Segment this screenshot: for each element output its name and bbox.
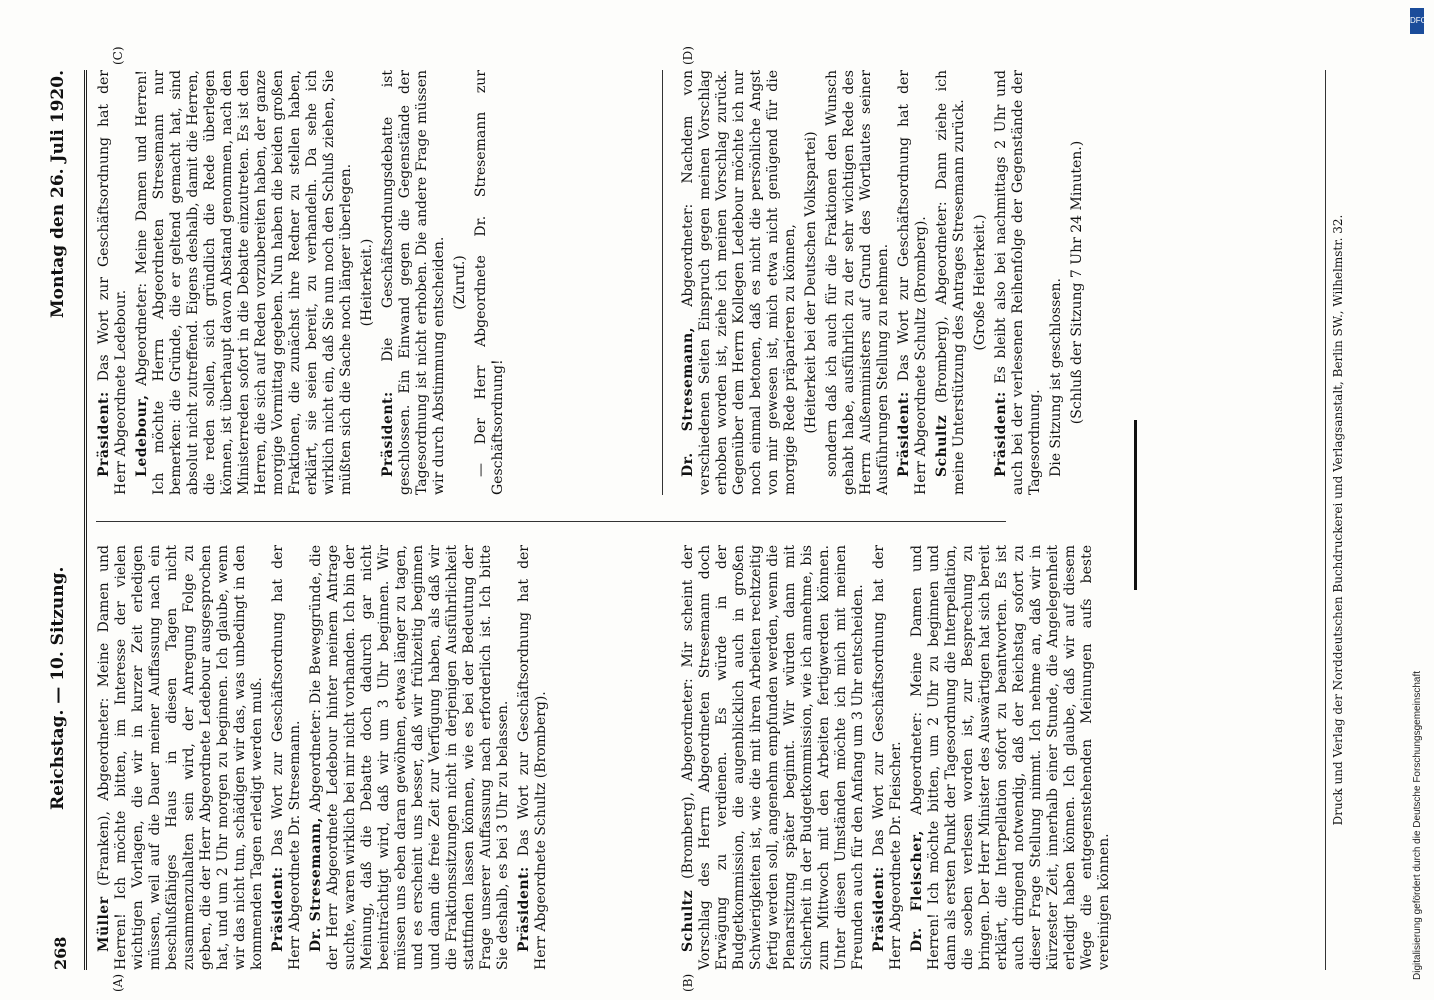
- speech-paragraph: [516, 545, 550, 970]
- speech-text: Abgeordneter: Meine Damen und Herren! Ich möchte Herrn Abgeordneten Stresemann nur bemerken: die Gründe, die er geltend gemacht hat, sind absolut nicht zutreffend. Eigens deshalb, damit die Herren, die reden sollen, sich gründlich die Rede überlegen können, ist überhaupt davon Abstand genommen, nach den Ministerreden sofort in die Debatte einzutreten. Es ist den Herren, die sich auf Reden vorzubereiten haben, der ganze morgige Vormittag gegeben. Nun haben die beiden großen Fraktionen, die zunächst ihre Redner zu stellen haben, erklärt, sie seien bereit, zu verhandeln. Da sehe ich wirklich nicht ein, daß Sie nun noch den Schluß ziehen, Sie müßten sich die Sache noch länger überlegen.: [134, 70, 354, 495]
- dfg-logo: DFG: [1410, 8, 1424, 34]
- page-sheet: [40, 46, 1370, 992]
- speech-text: Es bleibt also bei nachmittags 2 Uhr und auch bei der verlesenen Reihenfolge der Gegenstände der Tagesordnung.: [993, 70, 1043, 495]
- speaker-name: Präsident:: [871, 866, 887, 952]
- speaker-name: Präsident:: [896, 391, 912, 477]
- page-header: [40, 70, 87, 970]
- stage-direction: (Schluß der Sitzung 7 Uhr 24 Minuten.): [1069, 140, 1085, 425]
- speaker-name: Dr. Fleischer,: [909, 830, 925, 952]
- speaker-name: Schultz: [680, 889, 696, 952]
- speech-paragraph: [96, 70, 130, 495]
- speech-paragraph: [680, 545, 867, 970]
- speech-text: Abgeordneter: Nachdem von verschiedenen Seiten Einspruch gegen meinen Vorschlag erhoben worden ist, ziehe ich meinen Vorschlag zurück. Gegenüber dem Herrn Kollegen Ledebour möchte ich nur noch einmal betonen, daß es nicht die persönliche Angst von mir gewesen ist, mich etwa nicht genügend für die morgige Rede präparieren zu können,: [680, 69, 798, 495]
- speaker-name: Schultz: [934, 414, 950, 477]
- speech-paragraph: [96, 545, 266, 970]
- column-3: [680, 544, 1112, 970]
- margin-marker-a: (A): [111, 973, 125, 992]
- rotated-scan: [40, 46, 1370, 992]
- column-1: [96, 545, 656, 970]
- speech-text: (Franken), Abgeordneter: Meine Damen und Herren! Ich möchte bitten, im Interesse der vielen wichtigen Vorlagen, die wir in kurzer Zeit erledigen müssen, weil auf die Dauer meiner Auffassung nach ein beschlußfähiges Haus in diesen Tagen nicht zusammenzuhalten sein wird, der Anregung Folge zu geben, die der Herr Abgeordnete Ledebour ausgesprochen hat, und um 2 Uhr morgen zu beginnen. Ich glaube, wenn wir das nicht tun, schädigen wir das, was unbedingt in den kommenden Tagen erledigt werden muß.: [96, 544, 265, 970]
- credit-sidebar: [1412, 0, 1426, 1000]
- speech-text: — Der Herr Abgeordnete Dr. Stresemann zur Geschäftsordnung!: [473, 70, 506, 495]
- speech-text: sondern daß ich auch für die Fraktionen den Wunsch gehabt habe, ausführlich zu der sehr wichtigen Rede des Herrn Außenministers auf Grund des Wortlautes seiner Ausführungen Stellung zu nehmen.: [824, 70, 891, 495]
- speaker-name: Müller: [96, 896, 112, 952]
- speech-paragraph: [1048, 70, 1065, 495]
- page-number: 268: [51, 936, 70, 970]
- speaker-name: Präsident:: [270, 866, 286, 952]
- speech-paragraph: [909, 545, 1113, 970]
- speech-paragraph: [134, 70, 355, 495]
- speech-paragraph: [680, 70, 799, 495]
- speech-paragraph: [380, 70, 448, 495]
- section-divider: [662, 70, 663, 495]
- margin-marker-c: (C): [111, 46, 125, 65]
- imprint-footer: Druck und Verlag der Norddeutschen Buchdruckerei und Verlagsanstalt, Berlin SW., Wilhelmstr. 32.: [1325, 70, 1360, 970]
- column-2: [96, 70, 656, 495]
- speech-text: Die Geschäftsordnungsdebatte ist geschlossen. Ein Einwand gegen die Gegenstände der Tagesordnung ist nicht erhoben. Die andere Frage müssen wir durch Abstimmung entscheiden.: [380, 70, 447, 495]
- stage-direction: (Große Heiterkeit.): [972, 214, 988, 351]
- speech-paragraph: [896, 70, 930, 495]
- stage-direction: (Heiterkeit bei der Deutschen Volkspartei): [803, 131, 819, 434]
- speech-paragraph: [871, 545, 905, 970]
- stage-direction: (Heiterkeit.): [359, 238, 375, 327]
- speech-text: Abgeordneter: Meine Damen und Herren! Ich möchte bitten, um 2 Uhr zu beginnen und dann als ersten Punkt der Tagesordnung die Interpellation, die soeben verlesen worden ist, zur Besprechung zu bringen. Der Herr Minister des Auswärtigen hat sich bereit erklärt, die Interpellation sofort zu beantworten. Es ist auch dringend notwendig, daß der Reichstag sofort zu dieser Frage Stellung nimmt. Ich nehme an, daß wir in kürzester Zeit, innerhalb einer Stunde, die Angelegenheit erledigt haben können. Ich glaube, daß wir auf diesem Wege die entgegenstehenden Meinungen aufs beste vereinigen können.: [909, 545, 1112, 970]
- fold-line: [1134, 420, 1137, 590]
- speech-paragraph: [934, 70, 968, 495]
- speech-text: Das Wort zur Geschäftsordnung hat der Herr Abgeordnete Dr. Fleischer.: [871, 544, 904, 970]
- left-header-title: Reichstag. — 10. Sitzung.: [48, 566, 68, 810]
- speech-text: Die Sitzung ist geschlossen.: [1048, 277, 1064, 477]
- margin-marker-d: (D): [681, 46, 695, 65]
- speech-text: Das Wort zur Geschäftsordnung hat der Herr Abgeordnete Ledebour.: [96, 69, 129, 495]
- speech-paragraph: [270, 545, 304, 970]
- stage-direction: (Zuruf.): [452, 255, 468, 310]
- right-header-title: Montag den 26. Juli 1920.: [48, 70, 68, 319]
- speaker-name: Präsident:: [380, 391, 396, 477]
- speech-text: (Bromberg), Abgeordneter: Mir scheint der Vorschlag des Herrn Abgeordneten Stresemann doch Erwägung zu verdienen. Es würde in der Budgetkommission, die augenblicklich auch in großen Schwierigkeiten ist, wie die mit ihren Arbeiten rechtzeitig fertig werden soll, angenehm empfunden werden, wenn die Plenarsitzung später beginnt. Wir würden dann mit Sicherheit in der Budgetkommission, wie ich annehme, bis zum Mittwoch mit den Arbeiten fertigwerden können. Unter diesen Umständen möchte ich mich mit meinen Freunden auch für den Anfang um 3 Uhr entscheiden.: [680, 545, 866, 970]
- speech-text: (Bromberg), Abgeordneter: Dann ziehe ich meine Unterstützung des Antrages Stresemann zurück.: [934, 70, 967, 495]
- digitization-credit: Digitalisierung gefördert durch die Deutsche Forschungsgemeinschaft: [1412, 670, 1423, 980]
- speaker-name: Präsident:: [993, 391, 1009, 477]
- speech-paragraph: [824, 70, 892, 495]
- margin-marker-b: (B): [681, 973, 695, 992]
- speaker-name: Dr. Stresemann,: [680, 326, 696, 477]
- speech-paragraph: [993, 70, 1044, 495]
- speech-text: Das Wort zur Geschäftsordnung hat der Herr Abgeordnete Schultz (Bromberg).: [896, 69, 929, 495]
- speech-text: Das Wort zur Geschäftsordnung hat der Herr Abgeordnete Schultz (Bromberg).: [516, 544, 549, 970]
- speech-paragraph: [308, 545, 512, 970]
- column-4: [680, 69, 1085, 495]
- speaker-name: Präsident:: [96, 391, 112, 477]
- speech-text: Das Wort zur Geschäftsordnung hat der Herr Abgeordnete Dr. Stresemann.: [270, 544, 303, 970]
- speech-paragraph: [473, 70, 507, 495]
- speaker-name: Ledebour,: [134, 394, 150, 477]
- speaker-name: Dr. Stresemann,: [308, 817, 324, 952]
- speaker-name: Präsident:: [516, 866, 532, 952]
- speech-text: Abgeordneter: Die Beweggründe, die der Herr Abgeordnete Ledebour hinter meinem Antrage suchte, waren wirklich bei mir nicht vorhanden. Ich bin der Meinung, daß die Debatte doch dadurch gar nicht beeinträchtigt wird, daß wir um 3 Uhr beginnen. Wir müssen uns eben daran gewöhnen, etwas länger zu tagen, und es erscheint uns besser, daß wir frühzeitig beginnen und dann die freie Zeit zur Verfügung haben, als daß wir die Fraktionssitzungen nicht in derjenigen Ausführlichkeit stattfinden lassen können, wie es bei der Bedeutung der Frage unserer Auffassung nach erforderlich ist. Ich bitte Sie deshalb, es bei 3 Uhr zu belassen.: [308, 544, 511, 970]
- column-divider: [96, 521, 1006, 522]
